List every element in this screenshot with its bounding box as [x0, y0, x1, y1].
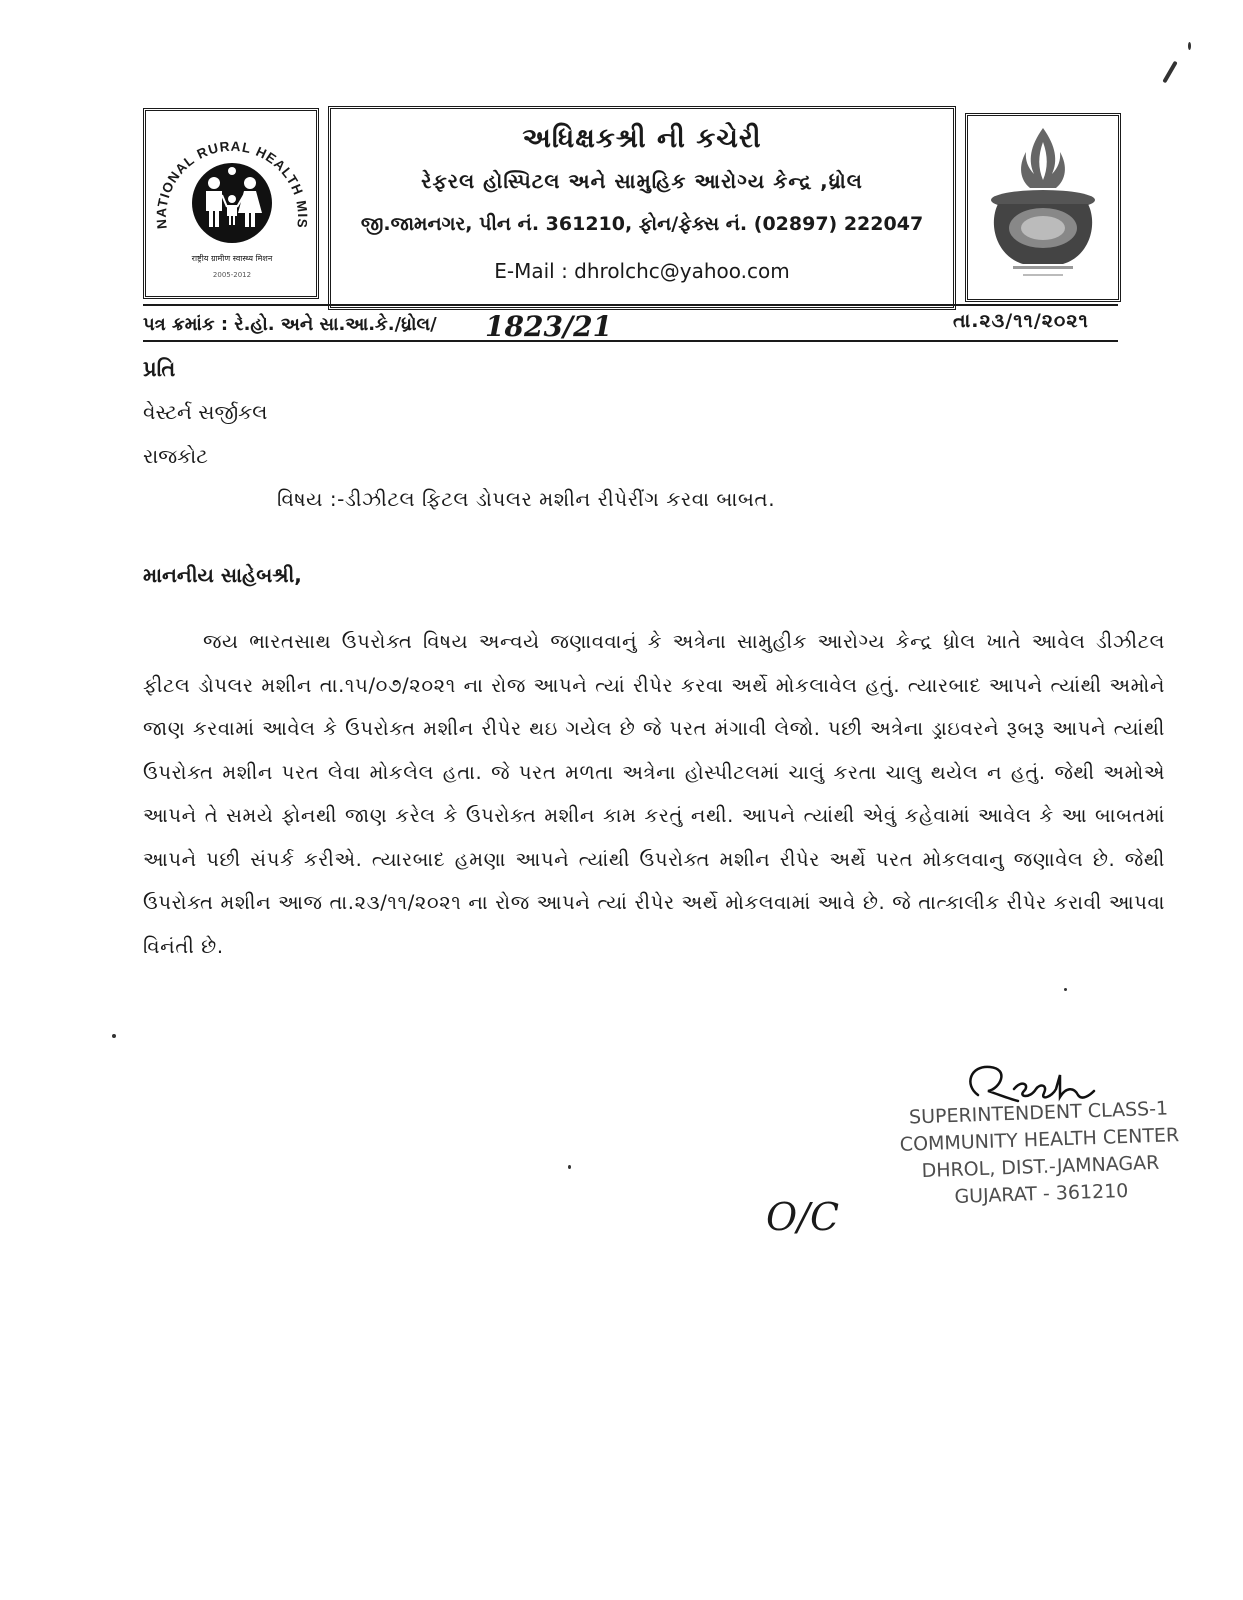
- stamp-line-organization: COMMUNITY HEALTH CENTER: [899, 1124, 1180, 1156]
- address-line: જી.જામનગર, પીન નં. 361210, ફોન/ફેક્સ નં. (02897) 222047: [360, 213, 924, 235]
- stamp-line-state-pin: GUJARAT - 361210: [954, 1179, 1129, 1209]
- letter-reference-number: 1823/21: [485, 310, 613, 343]
- gujarat-health-emblem: [968, 116, 1118, 299]
- scan-mark: [112, 1034, 116, 1038]
- stamp-line-location: DHROL, DIST.-JAMNAGAR: [921, 1151, 1160, 1183]
- salutation: માનનીય સાહેબશ્રી,: [143, 563, 302, 587]
- scan-mark: [1188, 42, 1191, 50]
- official-stamp: [878, 1094, 1202, 1213]
- hospital-name: રેફરલ હોસ્પિટલ અને સામુહિક આરોગ્ય કેન્દ્ર ,ધ્રોલ: [421, 169, 863, 193]
- reference-rule: [143, 340, 1118, 342]
- office-name: અધિક્ષકશ્રી ની કચેરી: [522, 123, 762, 154]
- nrhm-tagline: राष्ट्रीय ग्रामीण स्वास्थ्य मिशन: [191, 254, 273, 263]
- scan-mark: [1162, 61, 1177, 84]
- scan-mark: [568, 1165, 571, 1169]
- stamp-line-designation: SUPERINTENDENT CLASS-1: [908, 1097, 1169, 1129]
- to-label: પ્રતિ: [143, 357, 176, 381]
- recipient-city: રાજકોટ: [143, 444, 208, 468]
- scan-mark: [1064, 988, 1067, 991]
- right-emblem-box: [965, 113, 1121, 302]
- subject-line: વિષય :-ડીઝીટલ ફિટલ ડોપલર મશીન રીપેરીંગ કરવા બાબત.: [277, 487, 776, 511]
- letter-body: જય ભારતસાથ ઉપરોક્ત વિષય અન્વયે જણાવવાનું કે અત્રેના સામુહીક આરોગ્ય કેન્દ્ર ધ્રોલ ખાતે આવેલ ડીઝીટલ ફીટલ ડોપલર મશીન તા.૧૫/૦૭/૨૦૨૧ ના રોજ આપને ત્યાં રીપેર કરવા અર્થે મોકલાવેલ હતું. ત્યારબાદ આપને ત્યાંથી અમોને જાણ કરવામાં આવેલ કે ઉપરોક્ત મશીન રીપેર થઇ ગયેલ છે જે પરત મંગાવી લેજો. પછી અત્રેના ડ્રાઇવરને રૂબરૂ આપને ત્યાંથી ઉપરોક્ત મશીન પરત લેવા મોકલેલ હતા. જે પરત મળતા અત્રેના હોસ્પીટલમાં ચાલું કરતા ચાલુ થયેલ ન હતું. જેથી અમોએ આપને તે સમયે ફોનથી જાણ કરેલ કે ઉપરોક્ત મશીન કામ કરતું નથી. આપને ત્યાંથી એવું કહેવામાં આવેલ કે આ બાબતમાં આપને પછી સંપર્ક કરીએ. ત્યારબાદ હમણા આપને ત્યાંથી ઉપરોક્ત મશીન રીપેર અર્થે પરત મોકલવાનુ જણાવેલ છે. જેથી ઉપરોક્ત મશીન આજ તા.૨૩/૧૧/૨૦૨૧ ના રોજ આપને ત્યાં રીપેર અર્થે મોકલવામાં આવે છે. જે તાત્કાલીક રીપેર કરાવી આપવા વિનંતી છે.: [143, 630, 1165, 958]
- nrhm-arc-text: NATIONAL RURAL HEALTH MIS: [153, 138, 311, 230]
- nrhm-years: 2005-2012: [212, 271, 252, 279]
- national-rural-health-mission-logo: [146, 111, 316, 296]
- letterhead-box: [328, 106, 956, 310]
- letter-date: તા.૨૩/૧૧/૨૦૨૧: [953, 310, 1089, 332]
- recipient-name: વેસ્ટર્ન સર્જીકલ: [143, 400, 268, 424]
- header-rule: [143, 304, 1118, 306]
- email-line: E-Mail : dhrolchc@yahoo.com: [494, 259, 790, 283]
- handwritten-note: O/C: [766, 1195, 840, 1239]
- nrhm-logo-box: [143, 108, 319, 299]
- letter-reference-label: પત્ર ક્રમાંક : રે.હો. અને સા.આ.કે./ધ્રોલ/: [143, 314, 437, 335]
